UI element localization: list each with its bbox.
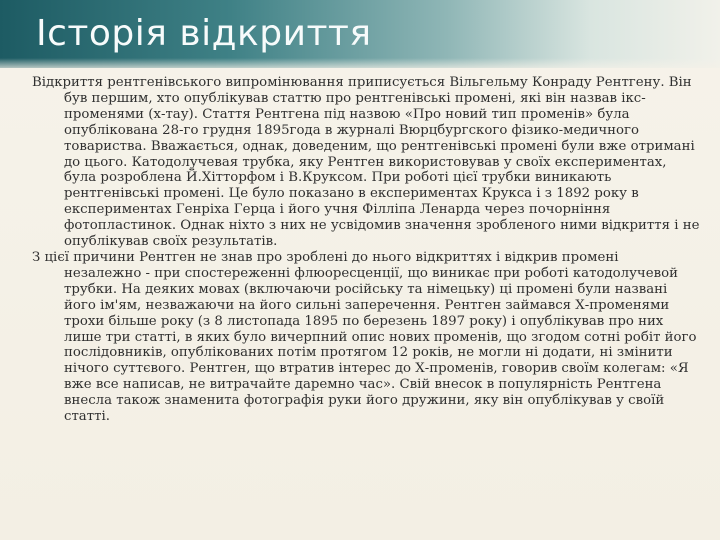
paragraph-discovery: Відкриття рентгенівського випромінювання приписується Вільгельму Конраду Рентгену. Він був першим, хто опублікував статтю про рентгенівські промені, які він назвав ікс-променями (х-тау). Стаття Рентгена під назвою «Про новий тип променів» була опублікована 28-го грудня 1895года в журналі Вюрцбургского фізико-медичного товариства. Вважається, однак, доведеним, що рентгенівські промені були вже отримані до цього. Катодолучевая трубка, яку Рентген використовував у своїх експериментах, була розроблена Й.Хітторфом і В.Круксом. При роботі цієї трубки виникають рентгенівські промені. Це було показано в експериментах Крукса і з 1892 року в експериментах Генріха Герца і його учня Філліпа Ленарда через почорніння фотопластинок. Однак ніхто з них не усвідомив значення зробленого ними відкриття і не опублікував своїх результатів. <box>32 75 700 250</box>
slide-title: Історія відкриття <box>36 13 372 54</box>
slide-body <box>32 75 700 425</box>
title-band <box>0 0 720 68</box>
paragraph-independent-discovery: З цієї причини Рентген не знав про зроблені до нього відкриттях і відкрив промені незалежно - при спостереженні флюоресценції, що виникає при роботі катодолучевой трубки. На деяких мовах (включаючи російську та німецьку) ці промені були названі його ім'ям, незважаючи на його сильні заперечення. Рентген займався Х-променями трохи більше року (з 8 листопада 1895 по березень 1897 року) і опублікував про них лише три статті, в яких було вичерпний опис нових променів, що згодом сотні робіт його послідовників, опублікованих потім протягом 12 років, не могли ні додати, ні змінити нічого суттєвого. Рентген, що втратив інтерес до Х-променів, говорив своїм колегам: «Я вже все написав, не витрачайте даремно час». Свій внесок в популярність Рентгена внесла також знаменита фотографія руки його дружини, яку він опублікував у своїй статті. <box>32 249 697 425</box>
